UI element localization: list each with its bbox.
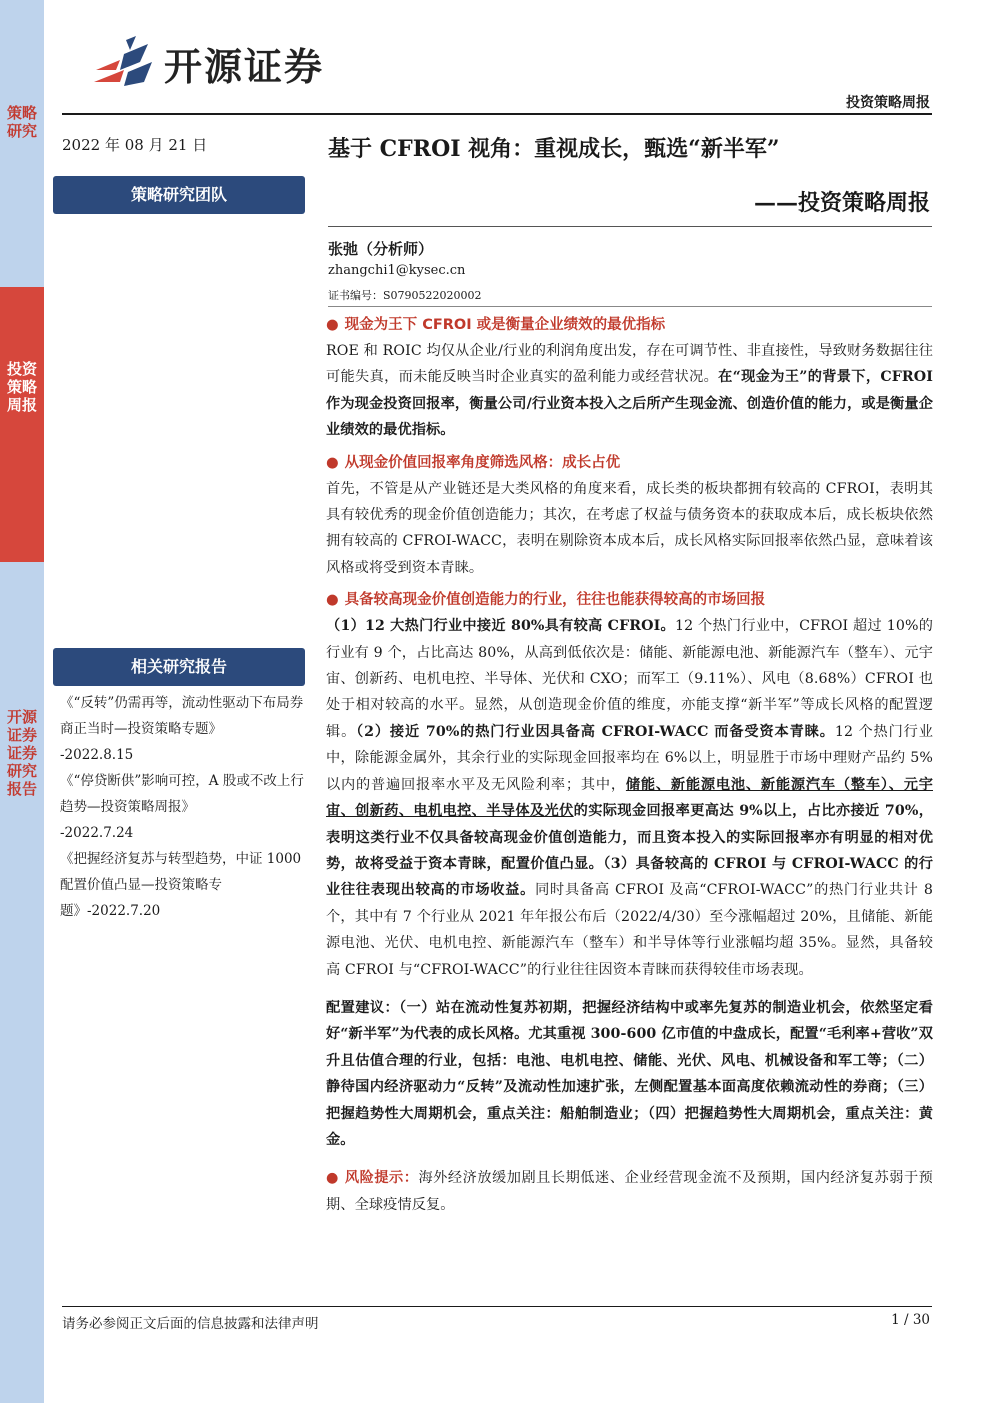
- page-subtitle: ——投资策略周报: [753, 190, 930, 216]
- page-number: 1 / 30: [891, 1312, 930, 1328]
- analyst-name: 张弛（分析师）: [328, 240, 434, 258]
- section-paragraph: （1）12 大热门行业中接近 80%具有较高 CFROI。12 个热门行业中，CFROI 超过 10%的行业有 9 个，占比高达 80%，从高到低依次是：储能、新能源电池、新能源汽车（整车）、元宇宙、创新药、电机电控、半导体、光伏和 CXO；而军工（9.11%）、风电（8.68%）CFROI 也处于相对较高的水平。显然，从创造现金价值的维度，亦能支撑“新半军”等成长风格的配置逻辑。（2）接近 70%的热门行业因具备高 CFROI-WACC 而备受资本青睐。12 个热门行业中，除能源金属外，其余行业的实际现金回报率均在 6%以上，明显胜于市场中理财产品约 5%以内的普遍回报率水平及无风险利率；其中，储能、新能源电池、新能源汽车（整车）、元宇宙、创新药、电机电控、半导体及光伏的实际现金回报率更高达 9%以上，占比亦接近 70%，表明这类行业不仅具备较高现金价值创造能力，而且资本投入的实际回报率亦有明显的相对优势，故将受益于资本青睐，配置价值凸显。（3）具备较高的 CFROI 与 CFROI-WACC 的行业往往表现出较高的市场收益。同时具备高 CFROI 及高“CFROI-WACC”的热门行业共计 8 个，其中有 7 个行业从 2021 年年报公布后（2022/4/30）至今涨幅超过 20%，且储能、新能源电池、光伏、电机电控、新能源汽车（整车）和半导体等行业涨幅均超 35%。显然，具备较高 CFROI 与“CFROI-WACC”的行业往往因资本青睐而获得较佳市场表现。: [326, 618, 934, 978]
- bullet-icon: ●: [326, 1170, 339, 1187]
- section-heading: ● 具备较高现金价值创造能力的行业，往往也能获得较高的市场回报: [326, 592, 766, 609]
- team-box: 策略研究团队: [53, 176, 305, 214]
- related-item[interactable]: 《“反转”仍需再等，流动性驱动下布局券商正当时—投资策略专题》: [60, 695, 304, 737]
- analyst-cert: 证书编号：S0790522020002: [328, 289, 482, 302]
- related-box: 相关研究报告: [53, 648, 305, 686]
- side-strip-top: [0, 0, 44, 287]
- title-divider: [328, 226, 932, 227]
- brand-name: 开源证券: [164, 45, 325, 89]
- related-item: -2022.8.15: [60, 747, 134, 763]
- analyst-divider: [328, 306, 932, 307]
- side-strip-bottom: [0, 562, 44, 1403]
- report-type: 投资策略周报: [846, 95, 930, 111]
- related-item: -2022.7.24: [60, 825, 134, 841]
- footer-disclaimer: 请务必参阅正文后面的信息披露和法律声明: [62, 1316, 319, 1332]
- analyst-email[interactable]: zhangchi1@kysec.cn: [328, 263, 466, 278]
- side-label-top: 策略研究: [6, 104, 37, 140]
- side-label-bottom: 开源证券 证券研究报告: [6, 708, 37, 798]
- config-advice: 配置建议：（一）站在流动性复苏初期，把握经济结构中或率先复苏的制造业机会，依然坚定看好“新半军”为代表的成长风格。尤其重视 300-600 亿市值的中盘成长，配置“毛利率+营收”双升且估值合理的行业，包括：电池、电机电控、储能、光伏、风电、机械设备和军工等；（二）静待国内经济驱动力“反转”及流动性加速扩张，左侧配置基本面高度依赖流动性的券商；（三）把握趋势性大周期机会，重点关注：船舶制造业；（四）把握趋势性大周期机会，重点关注：黄金。: [326, 999, 933, 1148]
- bullet-icon: ●: [326, 592, 339, 609]
- logo-mark-icon: [90, 30, 160, 90]
- report-date: 2022 年 08 月 21 日: [62, 136, 208, 154]
- header-divider: [62, 113, 932, 115]
- related-item[interactable]: 《把握经济复苏与转型趋势，中证 1000 配置价值凸显—投资策略专题》-2022.7.20: [60, 851, 302, 919]
- footer-divider: [62, 1306, 932, 1307]
- section-paragraph: 首先，不管是从产业链还是大类风格的角度来看，成长类的板块都拥有较高的 CFROI，表明其具有较优秀的现金价值创造能力；其次，在考虑了权益与债务资本的获取成本后，成长板块依然拥有较高的 CFROI-WACC，表明在剔除资本成本后，成长风格实际回报率依然凸显，意味着该风格或将受到资本青睐。: [326, 480, 933, 576]
- side-label-mid: 投资策略周报: [6, 360, 37, 414]
- related-reports: [60, 690, 308, 924]
- section-paragraph: ROE 和 ROIC 均仅从企业/行业的利润角度出发，存在可调节性、非直接性，导致财务数据往往可能失真，而未能反映当时企业真实的盈利能力或经营状况。在“现金为王”的背景下，CFROI 作为现金投资回报率，衡量公司/行业资本投入之后所产生现金流、创造价值的能力，或是衡量企业绩效的最优指标。: [326, 343, 933, 439]
- bullet-icon: ●: [326, 317, 339, 333]
- section-heading: ● 现金为王下 CFROI 或是衡量企业绩效的最优指标: [326, 317, 666, 333]
- section-heading: ● 从现金价值回报率角度筛选风格：成长占优: [326, 454, 621, 471]
- bullet-icon: ●: [326, 454, 339, 471]
- side-strip-mid: [0, 287, 44, 562]
- main-content: [326, 312, 933, 1220]
- brand-logo: [90, 30, 390, 90]
- related-item[interactable]: 《“停贷断供”影响可控，A 股或不改上行趋势—投资策略周报》: [60, 773, 304, 815]
- page-title: 基于 CFROI 视角：重视成长，甄选“新半军”: [328, 136, 780, 162]
- risk-warning: ● 风险提示：海外经济放缓加剧且长期低迷、企业经营现金流不及预期，国内经济复苏弱于预期、全球疫情反复。: [326, 1170, 933, 1213]
